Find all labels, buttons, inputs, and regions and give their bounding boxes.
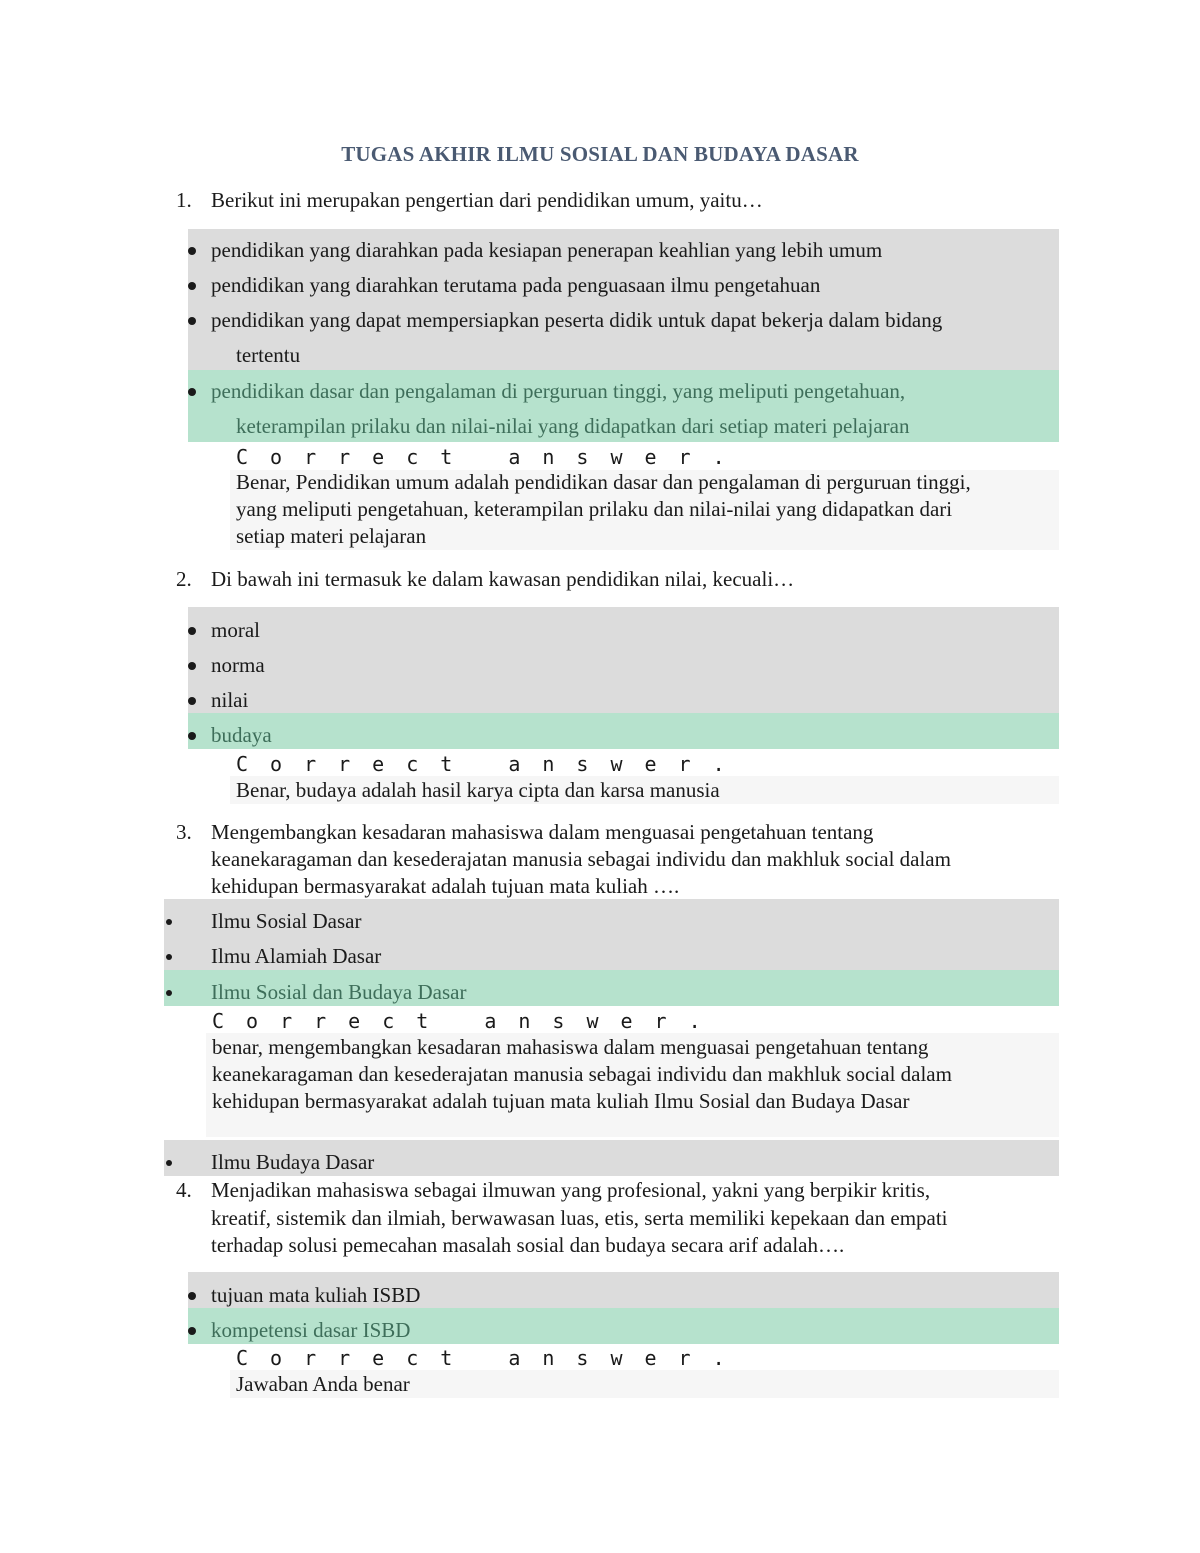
options-background bbox=[188, 607, 1059, 713]
feedback-text: Jawaban Anda benar bbox=[236, 1372, 410, 1396]
option-item[interactable]: moral bbox=[211, 618, 260, 642]
bullet-icon bbox=[166, 1160, 172, 1166]
correct-option-item[interactable]: budaya bbox=[211, 723, 272, 747]
option-item[interactable]: norma bbox=[211, 653, 265, 677]
question-text: Berikut ini merupakan pengertian dari pendidikan umum, yaitu… bbox=[211, 188, 763, 212]
correct-option-background bbox=[188, 713, 1059, 749]
feedback-text: Benar, budaya adalah hasil karya cipta dan karsa manusia bbox=[236, 778, 720, 802]
bullet-icon bbox=[188, 282, 196, 290]
option-item-continuation[interactable]: tertentu bbox=[236, 343, 301, 367]
bullet-icon bbox=[188, 388, 196, 396]
bullet-icon bbox=[188, 1327, 196, 1335]
correct-option-item[interactable]: pendidikan dasar dan pengalaman di perguruan tinggi, yang meliputi pengetahuan, bbox=[211, 379, 906, 403]
option-item[interactable]: nilai bbox=[211, 688, 249, 712]
option-item[interactable]: pendidikan yang diarahkan pada kesiapan penerapan keahlian yang lebih umum bbox=[211, 238, 883, 262]
correct-option-item-continuation[interactable]: keterampilan prilaku dan nilai-nilai yang didapatkan dari setiap materi pelajaran bbox=[236, 414, 910, 438]
correct-answer-label: Correct answer. bbox=[212, 1009, 723, 1033]
correct-option-item[interactable]: kompetensi dasar ISBD bbox=[211, 1318, 411, 1342]
question-text: Mengembangkan kesadaran mahasiswa dalam menguasai pengetahuan tentang bbox=[211, 820, 874, 844]
bullet-icon bbox=[188, 627, 196, 635]
question-text: keanekaragaman dan kesederajatan manusia sebagai individu dan makhluk social dalam bbox=[211, 847, 951, 871]
option-item[interactable]: tujuan mata kuliah ISBD bbox=[211, 1283, 421, 1307]
bullet-icon bbox=[188, 697, 196, 705]
correct-option-item[interactable]: Ilmu Sosial dan Budaya Dasar bbox=[211, 980, 467, 1004]
bullet-icon bbox=[188, 662, 196, 670]
bullet-icon bbox=[166, 990, 172, 996]
option-item[interactable]: Ilmu Budaya Dasar bbox=[211, 1150, 375, 1174]
question-text: Menjadikan mahasiswa sebagai ilmuwan yang profesional, yakni yang berpikir kritis, bbox=[211, 1178, 931, 1202]
feedback-text: Benar, Pendidikan umum adalah pendidikan dasar dan pengalaman di perguruan tinggi, bbox=[236, 470, 971, 494]
question-number: 1. bbox=[176, 188, 192, 212]
question-number: 3. bbox=[176, 820, 192, 844]
bullet-icon bbox=[166, 919, 172, 925]
question-text: terhadap solusi pemecahan masalah sosial dan budaya secara arif adalah…. bbox=[211, 1233, 845, 1257]
question-text: kehidupan bermasyarakat adalah tujuan mata kuliah …. bbox=[211, 874, 680, 898]
bullet-icon bbox=[188, 247, 196, 255]
bullet-icon bbox=[188, 732, 196, 740]
feedback-text: kehidupan bermasyarakat adalah tujuan mata kuliah Ilmu Sosial dan Budaya Dasar bbox=[212, 1089, 910, 1113]
feedback-text: keanekaragaman dan kesederajatan manusia sebagai individu dan makhluk social dalam bbox=[212, 1062, 952, 1086]
correct-answer-label: Correct answer. bbox=[236, 1346, 747, 1370]
option-item[interactable]: Ilmu Alamiah Dasar bbox=[211, 944, 382, 968]
correct-answer-label: Correct answer. bbox=[236, 752, 747, 776]
feedback-text: setiap materi pelajaran bbox=[236, 524, 427, 548]
option-item[interactable]: pendidikan yang diarahkan terutama pada penguasaan ilmu pengetahuan bbox=[211, 273, 821, 297]
bullet-icon bbox=[166, 954, 172, 960]
question-number: 2. bbox=[176, 567, 192, 591]
feedback-text: yang meliputi pengetahuan, keterampilan prilaku dan nilai-nilai yang didapatkan dari bbox=[236, 497, 953, 521]
correct-answer-label: Correct answer. bbox=[236, 445, 747, 469]
option-item[interactable]: pendidikan yang dapat mempersiapkan peserta didik untuk dapat bekerja dalam bidang bbox=[211, 308, 943, 332]
option-item[interactable]: Ilmu Sosial Dasar bbox=[211, 909, 362, 933]
feedback-text: benar, mengembangkan kesadaran mahasiswa dalam menguasai pengetahuan tentang bbox=[212, 1035, 929, 1059]
page-title: TUGAS AKHIR ILMU SOSIAL DAN BUDAYA DASAR bbox=[341, 142, 859, 166]
question-text: Di bawah ini termasuk ke dalam kawasan pendidikan nilai, kecuali… bbox=[211, 567, 795, 591]
bullet-icon bbox=[188, 1292, 196, 1300]
bullet-icon bbox=[188, 317, 196, 325]
question-text: kreatif, sistemik dan ilmiah, berwawasan luas, etis, serta memiliki kepekaan dan empati bbox=[211, 1206, 948, 1230]
question-number: 4. bbox=[176, 1178, 192, 1202]
